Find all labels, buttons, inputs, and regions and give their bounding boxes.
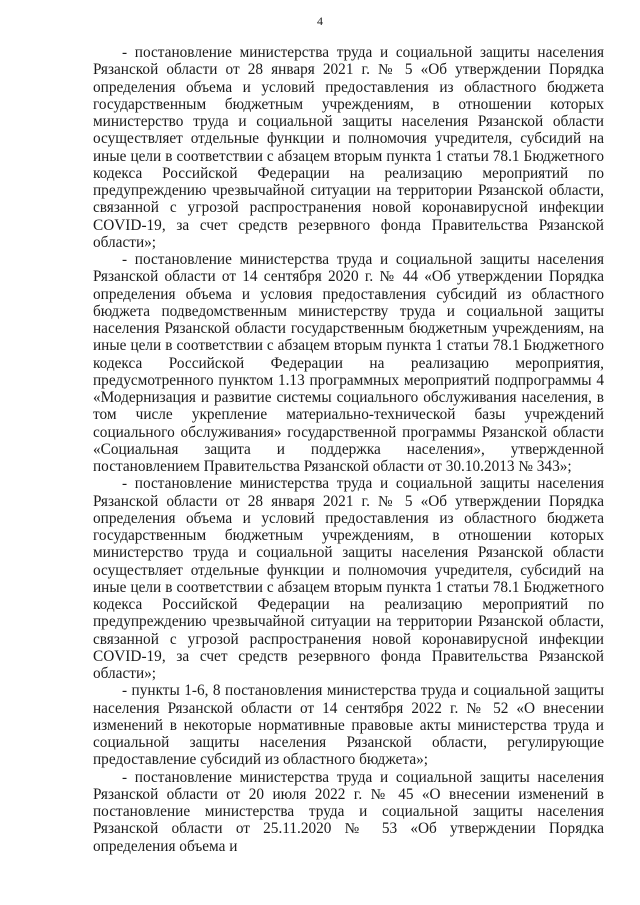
list-item: - постановление министерства труда и социальной защиты населения Рязанской области от 14 сентября 2020 г. № 44 «Об утверждении Порядка определения объема и условия предоставления субсидий из областного бюджета подведомственным министерству труда и социальной защиты населения Рязанской области государственным бюджетным учреждениям, на иные цели в соответствии с абзацем вторым пункта 1 статьи 78.1 Бюджетного кодекса Российской Федерации на реализацию мероприятия, предусмотренного пунктом 1.13 программных мероприятий подпрограммы 4 «Модернизация и развитие системы социального обслуживания населения, в том числе укрепление материально-технической базы учреждений социального обслуживания» государственной программы Рязанской области «Социальная защита и поддержка населения», утвержденной постановлением Правительства Рязанской области от 30.10.2013 № 343»; xyxy=(93,251,604,475)
list-item: - постановление министерства труда и социальной защиты населения Рязанской области от 28 января 2021 г. № 5 «Об утверждении Порядка определения объема и условий предоставления из областного бюджета государственным бюджетным учреждениям, в отношении которых министерство труда и социальной защиты населения Рязанской области осуществляет отдельные функции и полномочия учредителя, субсидий на иные цели в соответствии с абзацем вторым пункта 1 статьи 78.1 Бюджетного кодекса Российской Федерации на реализацию мероприятий по предупреждению чрезвычайной ситуации на территории Рязанской области, связанной с угрозой распространения новой коронавирусной инфекции COVID-19, за счет средств резервного фонда Правительства Рязанской области»; xyxy=(93,475,604,682)
document-body xyxy=(93,44,604,855)
list-item: - постановление министерства труда и социальной защиты населения Рязанской области от 28 января 2021 г. № 5 «Об утверждении Порядка определения объема и условий предоставления из областного бюджета государственным бюджетным учреждениям, в отношении которых министерство труда и социальной защиты населения Рязанской области осуществляет отдельные функции и полномочия учредителя, субсидий на иные цели в соответствии с абзацем вторым пункта 1 статьи 78.1 Бюджетного кодекса Российской Федерации на реализацию мероприятий по предупреждению чрезвычайной ситуации на территории Рязанской области, связанной с угрозой распространения новой коронавирусной инфекции COVID-19, за счет средств резервного фонда Правительства Рязанской области»; xyxy=(93,44,604,251)
page-number: 4 xyxy=(317,14,323,28)
list-item: - пункты 1-6, 8 постановления министерства труда и социальной защиты населения Рязанской области от 14 сентября 2022 г. № 52 «О внесении изменений в некоторые нормативные правовые акты министерства труда и социальной защиты населения Рязанской области, регулирующие предоставление субсидий из областного бюджета»; xyxy=(93,682,604,769)
list-item: - постановление министерства труда и социальной защиты населения Рязанской области от 20 июля 2022 г. № 45 «О внесении изменений в постановление министерства труда и социальной защиты населения Рязанской области от 25.11.2020 № 53 «Об утверждении Порядка определения объема и xyxy=(93,768,604,855)
